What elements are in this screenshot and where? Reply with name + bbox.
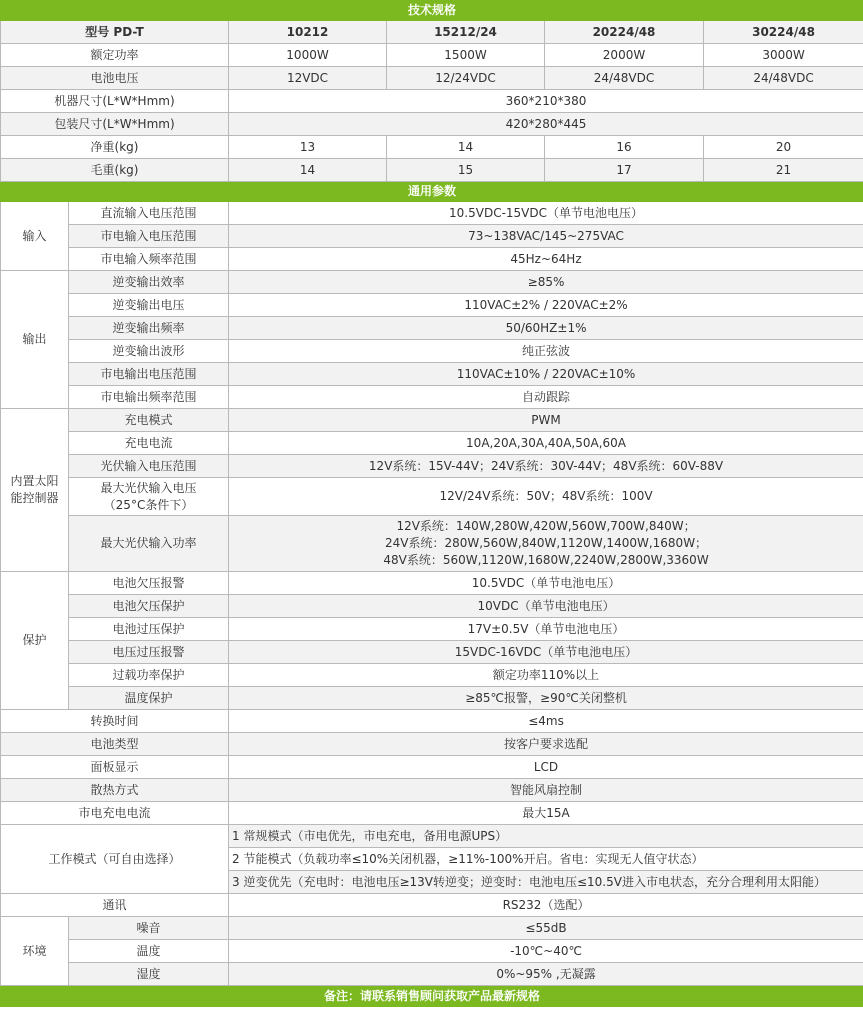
- net-weight-value: 16: [545, 136, 704, 159]
- param-value: 额定功率110%以上: [229, 664, 863, 687]
- table-row: [1, 825, 863, 848]
- model-10212: 10212: [229, 21, 387, 44]
- work-mode-option: 3 逆变优先（充电时：电池电压≥13V转逆变；逆变时：电池电压≤10.5V进入市电状态，充分合理利用太阳能）: [229, 871, 863, 894]
- param-label: 逆变输出效率: [69, 271, 229, 294]
- battery-voltage-value: 24/48VDC: [704, 67, 863, 90]
- param-label: 温度保护: [69, 687, 229, 710]
- table-row: [1, 756, 863, 779]
- gross-weight-row: [1, 159, 863, 182]
- param-label: 电池过压保护: [69, 618, 229, 641]
- rated-power-row: [1, 44, 863, 67]
- spec-section-title: 技术规格: [1, 1, 863, 21]
- table-row: [1, 595, 863, 618]
- param-label: 过载功率保护: [69, 664, 229, 687]
- param-label: 转换时间: [1, 710, 229, 733]
- param-label: 充电电流: [69, 432, 229, 455]
- net-weight-label: 净重(kg): [1, 136, 229, 159]
- table-row: [1, 940, 863, 963]
- param-label: 通讯: [1, 894, 229, 917]
- battery-voltage-value: 12/24VDC: [387, 67, 545, 90]
- table-row: [1, 894, 863, 917]
- gross-weight-value: 17: [545, 159, 704, 182]
- battery-voltage-value: 24/48VDC: [545, 67, 704, 90]
- work-mode-label: 工作模式（可自由选择）: [1, 825, 229, 894]
- param-value: 0%~95% ,无凝露: [229, 963, 863, 986]
- param-label: 逆变输出波形: [69, 340, 229, 363]
- net-weight-value: 13: [229, 136, 387, 159]
- param-value: -10℃~40℃: [229, 940, 863, 963]
- max-pv-power-line2: 24V系统：280W,560W,840W,1120W,1400W,1680W；: [384, 536, 708, 550]
- param-value: ≥85%: [229, 271, 863, 294]
- param-label: 电池类型: [1, 733, 229, 756]
- param-value: 12V/24V系统：50V；48V系统：100V: [229, 478, 863, 516]
- table-row: [1, 710, 863, 733]
- table-row: [1, 572, 863, 595]
- package-size-row: [1, 113, 863, 136]
- param-value: 纯正弦波: [229, 340, 863, 363]
- table-row: [1, 432, 863, 455]
- model-label: 型号 PD-T: [1, 21, 229, 44]
- param-value: ≤55dB: [229, 917, 863, 940]
- table-row: [1, 478, 863, 516]
- param-label: 逆变输出电压: [69, 294, 229, 317]
- param-label: 散热方式: [1, 779, 229, 802]
- param-value: 10A,20A,30A,40A,50A,60A: [229, 432, 863, 455]
- table-row: [1, 363, 863, 386]
- table-row: [1, 779, 863, 802]
- max-pv-voltage-label-line2: （25°C条件下）: [103, 497, 194, 512]
- param-label: 直流输入电压范围: [69, 202, 229, 225]
- battery-voltage-row: [1, 67, 863, 90]
- param-label: 充电模式: [69, 409, 229, 432]
- param-label: 市电输出频率范围: [69, 386, 229, 409]
- param-label: 市电输入频率范围: [69, 248, 229, 271]
- general-section-title: 通用参数: [1, 182, 863, 202]
- model-15212-24: 15212/24: [387, 21, 545, 44]
- param-label: 湿度: [69, 963, 229, 986]
- max-pv-power-line3: 48V系统：560W,1120W,1680W,2240W,2800W,3360W: [383, 553, 709, 567]
- param-value: 110VAC±10% / 220VAC±10%: [229, 363, 863, 386]
- table-row: [1, 618, 863, 641]
- param-label: 光伏输入电压范围: [69, 455, 229, 478]
- param-label: 面板显示: [1, 756, 229, 779]
- table-row: [1, 733, 863, 756]
- param-value: 17V±0.5V（单节电池电压）: [229, 618, 863, 641]
- param-value: LCD: [229, 756, 863, 779]
- param-label: 市电输入电压范围: [69, 225, 229, 248]
- table-row: [1, 917, 863, 940]
- battery-voltage-value: 12VDC: [229, 67, 387, 90]
- rated-power-label: 额定功率: [1, 44, 229, 67]
- model-30224-48: 30224/48: [704, 21, 863, 44]
- net-weight-value: 20: [704, 136, 863, 159]
- param-value: 15VDC-16VDC（单节电池电压）: [229, 641, 863, 664]
- table-row: [1, 516, 863, 572]
- spec-section-header: [1, 1, 863, 21]
- table-row: [1, 294, 863, 317]
- battery-voltage-label: 电池电压: [1, 67, 229, 90]
- param-value: 110VAC±2% / 220VAC±2%: [229, 294, 863, 317]
- table-row: [1, 641, 863, 664]
- param-label: 市电充电电流: [1, 802, 229, 825]
- param-label: 市电输出电压范围: [69, 363, 229, 386]
- rated-power-value: 2000W: [545, 44, 704, 67]
- machine-size-label: 机器尺寸(L*W*Hmm): [1, 90, 229, 113]
- footer-note: 备注：请联系销售顾问获取产品最新规格: [1, 986, 863, 1007]
- protection-group-label: 保护: [1, 572, 69, 710]
- environment-group-label: 环境: [1, 917, 69, 986]
- table-row: [1, 802, 863, 825]
- param-value: 10VDC（单节电池电压）: [229, 595, 863, 618]
- rated-power-value: 1000W: [229, 44, 387, 67]
- table-row: [1, 455, 863, 478]
- param-value: 最大15A: [229, 802, 863, 825]
- controller-group-label-line1: 内置太阳: [10, 474, 59, 488]
- param-label: 温度: [69, 940, 229, 963]
- input-group-label: 输入: [1, 202, 69, 271]
- output-group-label: 输出: [1, 271, 69, 409]
- model-20224-48: 20224/48: [545, 21, 704, 44]
- param-value: 12V系统：15V-44V；24V系统：30V-44V；48V系统：60V-88V: [229, 455, 863, 478]
- table-row: [1, 248, 863, 271]
- param-value: ≤4ms: [229, 710, 863, 733]
- param-label: 电池欠压保护: [69, 595, 229, 618]
- table-row: [1, 225, 863, 248]
- param-value: ≥85℃报警，≥90℃关闭整机: [229, 687, 863, 710]
- param-value: 10.5VDC（单节电池电压）: [229, 572, 863, 595]
- param-value: 45Hz~64Hz: [229, 248, 863, 271]
- package-size-label: 包装尺寸(L*W*Hmm): [1, 113, 229, 136]
- table-row: [1, 202, 863, 225]
- param-value: 50/60HZ±1%: [229, 317, 863, 340]
- model-row: [1, 21, 863, 44]
- table-row: [1, 271, 863, 294]
- max-pv-power-line1: 12V系统：140W,280W,420W,560W,700W,840W；: [396, 519, 696, 533]
- rated-power-value: 1500W: [387, 44, 545, 67]
- table-row: [1, 340, 863, 363]
- param-label: 噪音: [69, 917, 229, 940]
- max-pv-voltage-label-line1: 最大光伏输入电压: [100, 480, 197, 495]
- gross-weight-label: 毛重(kg): [1, 159, 229, 182]
- general-section-header: [1, 182, 863, 202]
- gross-weight-value: 15: [387, 159, 545, 182]
- net-weight-value: 14: [387, 136, 545, 159]
- param-label: 最大光伏输入功率: [69, 516, 229, 572]
- gross-weight-value: 14: [229, 159, 387, 182]
- param-value: RS232（选配）: [229, 894, 863, 917]
- table-row: [1, 687, 863, 710]
- param-label: [69, 478, 229, 516]
- param-label: 电压过压报警: [69, 641, 229, 664]
- table-row: [1, 317, 863, 340]
- param-label: 电池欠压报警: [69, 572, 229, 595]
- footer-note-row: [1, 986, 863, 1007]
- param-value: 73~138VAC/145~275VAC: [229, 225, 863, 248]
- param-value: 按客户要求选配: [229, 733, 863, 756]
- controller-group-label-line2: 能控制器: [10, 491, 59, 505]
- param-value: [229, 516, 863, 572]
- work-mode-option: 2 节能模式（负载功率≤10%关闭机器，≥11%-100%开启。省电：实现无人值守状态）: [229, 848, 863, 871]
- package-size-value: 420*280*445: [229, 113, 863, 136]
- table-row: [1, 963, 863, 986]
- table-row: [1, 386, 863, 409]
- controller-group-label: [1, 409, 69, 572]
- machine-size-value: 360*210*380: [229, 90, 863, 113]
- param-label: 逆变输出频率: [69, 317, 229, 340]
- param-value: 自动跟踪: [229, 386, 863, 409]
- table-row: [1, 664, 863, 687]
- machine-size-row: [1, 90, 863, 113]
- work-mode-option: 1 常规模式（市电优先，市电充电，备用电源UPS）: [229, 825, 863, 848]
- gross-weight-value: 21: [704, 159, 863, 182]
- table-row: [1, 409, 863, 432]
- net-weight-row: [1, 136, 863, 159]
- rated-power-value: 3000W: [704, 44, 863, 67]
- param-value: 10.5VDC-15VDC（单节电池电压）: [229, 202, 863, 225]
- param-value: PWM: [229, 409, 863, 432]
- param-value: 智能风扇控制: [229, 779, 863, 802]
